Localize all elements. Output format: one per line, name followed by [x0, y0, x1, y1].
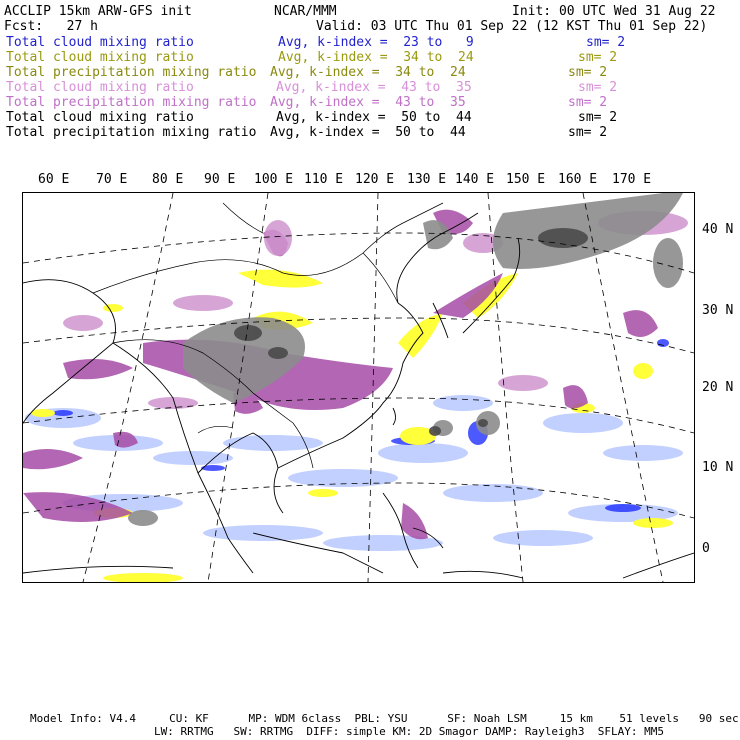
longitude-label: 60 E: [38, 172, 70, 187]
longitude-label: 90 E: [204, 172, 236, 187]
forecast-hour: Fcst: 27 h: [4, 19, 98, 34]
org-label: NCAR/MMM: [274, 4, 337, 19]
field-smoothing: sm= 2: [586, 35, 626, 50]
map-canvas: [23, 193, 694, 582]
longitude-label: 120 E: [355, 172, 395, 187]
field-stat: Avg, k-index = 43 to 35: [270, 95, 466, 110]
field-name: Total precipitation mixing ratio: [6, 65, 257, 80]
latitude-label: 10 N: [702, 460, 734, 475]
field-name: Total precipitation mixing ratio: [6, 125, 257, 140]
latitude-label: 40 N: [702, 222, 734, 237]
longitude-label: 130 E: [407, 172, 447, 187]
field-smoothing: sm= 2: [578, 110, 618, 125]
longitude-label: 100 E: [254, 172, 294, 187]
field-stat: Avg, k-index = 50 to 44: [270, 125, 466, 140]
longitude-label: 80 E: [152, 172, 184, 187]
model-title: ACCLIP 15km ARW-GFS init: [4, 4, 192, 19]
valid-time: Valid: 03 UTC Thu 01 Sep 22 (12 KST Thu 01 Sep 22): [316, 19, 708, 34]
field-name: Total cloud mixing ratio: [6, 35, 194, 50]
longitude-label: 110 E: [304, 172, 344, 187]
model-info-line2: LW: RRTMG SW: RRTMG DIFF: simple KM: 2D Smagor DAMP: Rayleigh3 SFLAY: MM5: [154, 725, 664, 738]
longitude-label: 70 E: [96, 172, 128, 187]
field-stat: Avg, k-index = 43 to 35: [276, 80, 472, 95]
gray-cloud-layer: [128, 193, 683, 526]
model-info-line1: Model Info: V4.4 CU: KF MP: WDM 6class PBL: YSU SF: Noah LSM 15 km 51 levels 90 sec: [30, 712, 739, 725]
field-smoothing: sm= 2: [578, 50, 618, 65]
field-name: Total cloud mixing ratio: [6, 110, 194, 125]
field-name: Total cloud mixing ratio: [6, 80, 194, 95]
field-smoothing: sm= 2: [568, 125, 608, 140]
init-time: Init: 00 UTC Wed 31 Aug 22: [512, 4, 716, 19]
field-smoothing: sm= 2: [568, 95, 608, 110]
latitude-label: 0: [702, 541, 710, 556]
field-smoothing: sm= 2: [568, 65, 608, 80]
longitude-label: 170 E: [612, 172, 652, 187]
field-stat: Avg, k-index = 23 to 9: [278, 35, 474, 50]
longitude-label: 140 E: [455, 172, 495, 187]
map-panel: [22, 192, 695, 583]
longitude-label: 160 E: [558, 172, 598, 187]
longitude-label: 150 E: [506, 172, 546, 187]
field-stat: Avg, k-index = 34 to 24: [278, 50, 474, 65]
field-smoothing: sm= 2: [578, 80, 618, 95]
field-name: Total cloud mixing ratio: [6, 50, 194, 65]
field-name: Total precipitation mixing ratio: [6, 95, 257, 110]
latitude-label: 20 N: [702, 380, 734, 395]
field-stat: Avg, k-index = 34 to 24: [270, 65, 466, 80]
latitude-label: 30 N: [702, 303, 734, 318]
field-stat: Avg, k-index = 50 to 44: [276, 110, 472, 125]
light-blue-cloud-layer: [25, 395, 683, 551]
